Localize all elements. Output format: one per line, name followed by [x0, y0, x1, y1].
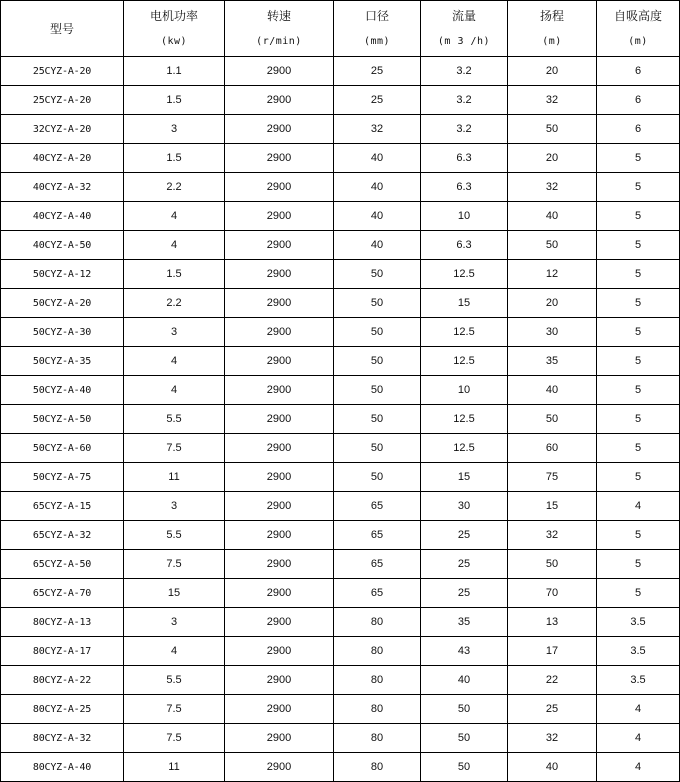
cell-speed: 2900 [225, 492, 334, 521]
header-head [508, 1, 597, 57]
cell-diameter: 50 [334, 463, 421, 492]
cell-flow: 15 [421, 289, 508, 318]
cell-flow: 30 [421, 492, 508, 521]
cell-head: 50 [508, 115, 597, 144]
cell-flow: 25 [421, 579, 508, 608]
cell-speed: 2900 [225, 231, 334, 260]
table-row [1, 666, 680, 695]
table-row [1, 463, 680, 492]
table-row [1, 347, 680, 376]
header-speed [225, 1, 334, 57]
cell-diameter: 80 [334, 724, 421, 753]
cell-diameter: 65 [334, 521, 421, 550]
cell-flow: 12.5 [421, 260, 508, 289]
table-row [1, 724, 680, 753]
cell-speed: 2900 [225, 666, 334, 695]
cell-head: 70 [508, 579, 597, 608]
cell-flow: 3.2 [421, 57, 508, 86]
cell-power: 4 [124, 202, 225, 231]
cell-diameter: 65 [334, 550, 421, 579]
cell-speed: 2900 [225, 608, 334, 637]
cell-head: 35 [508, 347, 597, 376]
cell-flow: 12.5 [421, 347, 508, 376]
cell-diameter: 40 [334, 144, 421, 173]
cell-suction-height: 5 [597, 289, 680, 318]
header-row [1, 1, 680, 57]
cell-power: 7.5 [124, 434, 225, 463]
cell-head: 32 [508, 86, 597, 115]
cell-model: 50CYZ-A-75 [1, 463, 124, 492]
cell-model: 32CYZ-A-20 [1, 115, 124, 144]
cell-model: 50CYZ-A-60 [1, 434, 124, 463]
cell-power: 1.5 [124, 86, 225, 115]
cell-suction-height: 5 [597, 521, 680, 550]
cell-model: 65CYZ-A-70 [1, 579, 124, 608]
cell-flow: 6.3 [421, 173, 508, 202]
cell-power: 7.5 [124, 724, 225, 753]
cell-head: 40 [508, 753, 597, 782]
cell-power: 3 [124, 608, 225, 637]
cell-power: 4 [124, 347, 225, 376]
cell-suction-height: 5 [597, 260, 680, 289]
table-row [1, 173, 680, 202]
cell-suction-height: 6 [597, 57, 680, 86]
table-row [1, 260, 680, 289]
cell-suction-height: 4 [597, 695, 680, 724]
cell-model: 65CYZ-A-15 [1, 492, 124, 521]
table-row [1, 115, 680, 144]
cell-speed: 2900 [225, 550, 334, 579]
table-row [1, 608, 680, 637]
cell-flow: 12.5 [421, 318, 508, 347]
cell-head: 20 [508, 57, 597, 86]
cell-suction-height: 5 [597, 318, 680, 347]
cell-head: 40 [508, 202, 597, 231]
cell-head: 20 [508, 289, 597, 318]
cell-power: 3 [124, 492, 225, 521]
cell-speed: 2900 [225, 347, 334, 376]
header-power-label: 电机功率 [149, 8, 198, 23]
cell-flow: 50 [421, 724, 508, 753]
cell-power: 4 [124, 637, 225, 666]
cell-flow: 50 [421, 695, 508, 724]
cell-head: 15 [508, 492, 597, 521]
header-flow-label: 流量 [451, 8, 476, 23]
cell-diameter: 50 [334, 260, 421, 289]
table-row [1, 376, 680, 405]
cell-speed: 2900 [225, 579, 334, 608]
table-row [1, 289, 680, 318]
cell-suction-height: 6 [597, 86, 680, 115]
cell-model: 50CYZ-A-50 [1, 405, 124, 434]
cell-diameter: 25 [334, 57, 421, 86]
cell-head: 60 [508, 434, 597, 463]
cell-model: 80CYZ-A-40 [1, 753, 124, 782]
cell-model: 50CYZ-A-35 [1, 347, 124, 376]
table-row [1, 144, 680, 173]
cell-flow: 25 [421, 550, 508, 579]
table-row [1, 405, 680, 434]
cell-suction-height: 5 [597, 579, 680, 608]
cell-flow: 40 [421, 666, 508, 695]
header-power-unit: (kw) [160, 35, 188, 47]
cell-suction-height: 4 [597, 724, 680, 753]
cell-diameter: 80 [334, 608, 421, 637]
cell-speed: 2900 [225, 57, 334, 86]
cell-diameter: 50 [334, 347, 421, 376]
cell-suction-height: 5 [597, 434, 680, 463]
header-speed-unit: (r/min) [256, 35, 302, 47]
cell-speed: 2900 [225, 521, 334, 550]
cell-suction-height: 3.5 [597, 608, 680, 637]
cell-diameter: 65 [334, 492, 421, 521]
cell-model: 40CYZ-A-20 [1, 144, 124, 173]
cell-head: 22 [508, 666, 597, 695]
cell-head: 30 [508, 318, 597, 347]
cell-speed: 2900 [225, 260, 334, 289]
cell-speed: 2900 [225, 695, 334, 724]
cell-model: 80CYZ-A-13 [1, 608, 124, 637]
header-suction-height-unit: (m) [628, 35, 648, 47]
cell-model: 50CYZ-A-20 [1, 289, 124, 318]
cell-model: 50CYZ-A-30 [1, 318, 124, 347]
cell-head: 20 [508, 144, 597, 173]
cell-power: 4 [124, 376, 225, 405]
cell-speed: 2900 [225, 753, 334, 782]
header-flow-unit: (m 3 /h) [437, 35, 491, 47]
cell-diameter: 80 [334, 637, 421, 666]
cell-flow: 35 [421, 608, 508, 637]
cell-suction-height: 5 [597, 144, 680, 173]
cell-speed: 2900 [225, 173, 334, 202]
table-row [1, 57, 680, 86]
header-model-label: 型号 [49, 21, 74, 36]
header-power [124, 1, 225, 57]
cell-power: 2.2 [124, 173, 225, 202]
cell-head: 50 [508, 550, 597, 579]
cell-head: 50 [508, 405, 597, 434]
header-speed-label: 转速 [266, 8, 291, 23]
cell-head: 50 [508, 231, 597, 260]
cell-power: 3 [124, 318, 225, 347]
header-head-label: 扬程 [539, 8, 564, 23]
cell-speed: 2900 [225, 434, 334, 463]
cell-model: 65CYZ-A-50 [1, 550, 124, 579]
cell-suction-height: 5 [597, 550, 680, 579]
cell-suction-height: 5 [597, 231, 680, 260]
table-row [1, 231, 680, 260]
cell-head: 32 [508, 724, 597, 753]
cell-flow: 6.3 [421, 144, 508, 173]
cell-diameter: 50 [334, 405, 421, 434]
cell-head: 40 [508, 376, 597, 405]
header-diameter-unit: (mm) [363, 35, 391, 47]
cell-flow: 50 [421, 753, 508, 782]
cell-model: 40CYZ-A-32 [1, 173, 124, 202]
cell-head: 13 [508, 608, 597, 637]
cell-model: 80CYZ-A-32 [1, 724, 124, 753]
header-head-unit: (m) [542, 35, 562, 47]
table-row [1, 550, 680, 579]
cell-power: 7.5 [124, 550, 225, 579]
cell-flow: 10 [421, 376, 508, 405]
cell-speed: 2900 [225, 318, 334, 347]
header-suction-height-label: 自吸高度 [613, 8, 662, 23]
cell-speed: 2900 [225, 724, 334, 753]
cell-diameter: 40 [334, 173, 421, 202]
cell-power: 7.5 [124, 695, 225, 724]
cell-flow: 12.5 [421, 434, 508, 463]
cell-suction-height: 5 [597, 347, 680, 376]
cell-model: 80CYZ-A-22 [1, 666, 124, 695]
cell-speed: 2900 [225, 463, 334, 492]
cell-flow: 3.2 [421, 115, 508, 144]
cell-diameter: 32 [334, 115, 421, 144]
table-row [1, 753, 680, 782]
cell-flow: 3.2 [421, 86, 508, 115]
header-suction-height [597, 1, 680, 57]
cell-diameter: 25 [334, 86, 421, 115]
cell-diameter: 80 [334, 666, 421, 695]
cell-power: 2.2 [124, 289, 225, 318]
header-diameter [334, 1, 421, 57]
cell-diameter: 80 [334, 753, 421, 782]
cell-speed: 2900 [225, 144, 334, 173]
cell-model: 40CYZ-A-40 [1, 202, 124, 231]
cell-head: 17 [508, 637, 597, 666]
cell-model: 65CYZ-A-32 [1, 521, 124, 550]
cell-power: 5.5 [124, 521, 225, 550]
cell-model: 25CYZ-A-20 [1, 57, 124, 86]
cell-diameter: 50 [334, 434, 421, 463]
cell-diameter: 80 [334, 695, 421, 724]
header-model [1, 1, 124, 57]
cell-diameter: 50 [334, 318, 421, 347]
cell-speed: 2900 [225, 637, 334, 666]
cell-suction-height: 5 [597, 463, 680, 492]
cell-model: 25CYZ-A-20 [1, 86, 124, 115]
cell-flow: 43 [421, 637, 508, 666]
cell-flow: 6.3 [421, 231, 508, 260]
cell-suction-height: 3.5 [597, 666, 680, 695]
cell-diameter: 40 [334, 202, 421, 231]
cell-diameter: 65 [334, 579, 421, 608]
cell-suction-height: 5 [597, 173, 680, 202]
cell-power: 5.5 [124, 666, 225, 695]
cell-power: 4 [124, 231, 225, 260]
cell-model: 80CYZ-A-17 [1, 637, 124, 666]
cell-flow: 10 [421, 202, 508, 231]
cell-speed: 2900 [225, 115, 334, 144]
cell-speed: 2900 [225, 202, 334, 231]
cell-power: 15 [124, 579, 225, 608]
cell-power: 11 [124, 463, 225, 492]
table-row [1, 318, 680, 347]
table-row [1, 521, 680, 550]
cell-suction-height: 5 [597, 202, 680, 231]
table-row [1, 86, 680, 115]
cell-head: 32 [508, 173, 597, 202]
cell-model: 80CYZ-A-25 [1, 695, 124, 724]
cell-head: 25 [508, 695, 597, 724]
cell-model: 40CYZ-A-50 [1, 231, 124, 260]
cell-diameter: 50 [334, 376, 421, 405]
cell-speed: 2900 [225, 86, 334, 115]
cell-speed: 2900 [225, 376, 334, 405]
header-flow [421, 1, 508, 57]
table-row [1, 202, 680, 231]
table-row [1, 579, 680, 608]
cell-flow: 12.5 [421, 405, 508, 434]
cell-head: 75 [508, 463, 597, 492]
cell-speed: 2900 [225, 405, 334, 434]
cell-speed: 2900 [225, 289, 334, 318]
cell-suction-height: 6 [597, 115, 680, 144]
table-row [1, 492, 680, 521]
header-diameter-label: 口径 [364, 8, 389, 23]
cell-power: 1.5 [124, 144, 225, 173]
cell-diameter: 50 [334, 289, 421, 318]
cell-suction-height: 3.5 [597, 637, 680, 666]
cell-suction-height: 4 [597, 492, 680, 521]
cell-flow: 15 [421, 463, 508, 492]
cell-diameter: 40 [334, 231, 421, 260]
cell-power: 1.1 [124, 57, 225, 86]
cell-flow: 25 [421, 521, 508, 550]
table-row [1, 695, 680, 724]
cell-power: 3 [124, 115, 225, 144]
table-row [1, 637, 680, 666]
cell-power: 5.5 [124, 405, 225, 434]
cell-head: 12 [508, 260, 597, 289]
table-body [1, 57, 680, 782]
cell-model: 50CYZ-A-12 [1, 260, 124, 289]
cell-model: 50CYZ-A-40 [1, 376, 124, 405]
cell-suction-height: 5 [597, 405, 680, 434]
table-row [1, 434, 680, 463]
table-header [1, 1, 680, 57]
cell-suction-height: 4 [597, 753, 680, 782]
cell-suction-height: 5 [597, 376, 680, 405]
cell-head: 32 [508, 521, 597, 550]
cell-power: 1.5 [124, 260, 225, 289]
cell-power: 11 [124, 753, 225, 782]
